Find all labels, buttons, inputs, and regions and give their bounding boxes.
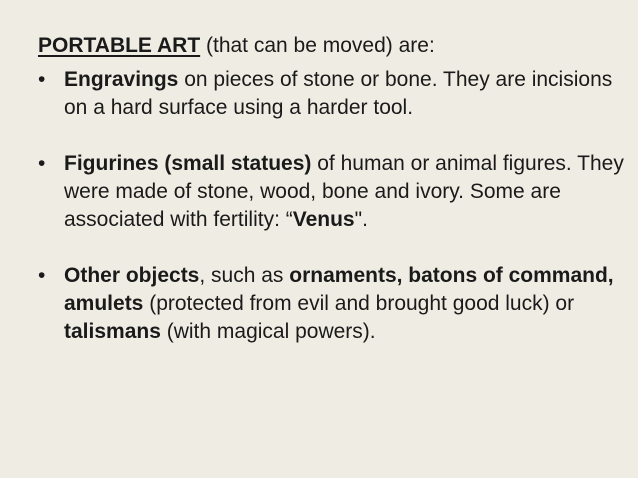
bullet-3-segment-5: talismans: [64, 320, 161, 343]
bullet-engravings: [38, 66, 628, 122]
bullet-2-segment-4: ".: [354, 208, 368, 231]
bullet-list: [38, 66, 628, 346]
bullet-1-segment-1: Engravings: [64, 68, 179, 91]
bullet-dot-icon: •: [38, 68, 46, 91]
slide-heading: [38, 32, 435, 60]
heading-rest: (that can be moved) are:: [200, 34, 435, 57]
bullet-2-segment-1: Figurines (small statues): [64, 152, 312, 175]
bullet-2-segment-2: of human or animal figures. They were made of stone, wood, bone and ivory. Some are associated with fertility: “: [64, 152, 624, 231]
bullet-dot-icon: •: [38, 152, 46, 175]
bullet-2-segment-3: Venus: [292, 208, 355, 231]
bullet-figurines: [38, 150, 628, 234]
bullet-1-segment-2: on pieces of stone or bone. They are incisions on a hard surface using a harder tool.: [64, 68, 613, 119]
bullet-3-segment-6: (with magical powers).: [160, 320, 376, 343]
heading-title: PORTABLE ART: [38, 34, 201, 57]
bullet-3-segment-4: (protected from evil and brought good luck) or: [143, 292, 575, 315]
bullet-dot-icon: •: [38, 264, 46, 287]
bullet-3-segment-2: , such as: [199, 264, 290, 287]
bullet-other-objects: [38, 262, 628, 346]
bullet-3-segment-3: ornaments, batons of command, amulets: [64, 264, 614, 315]
bullet-3-segment-1: Other objects: [64, 264, 200, 287]
